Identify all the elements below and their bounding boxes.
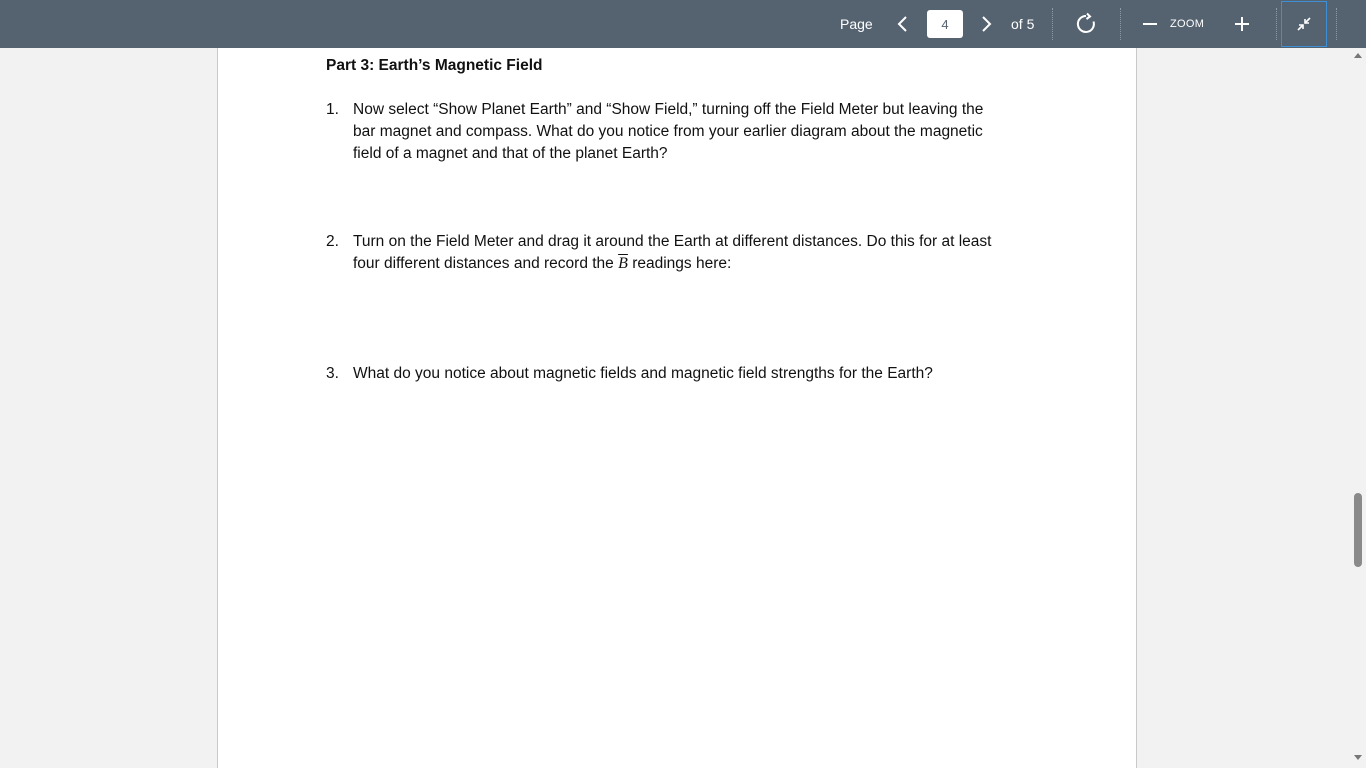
- chevron-left-icon: [891, 12, 915, 36]
- question-text-after: readings here:: [632, 255, 732, 272]
- pdf-page: [217, 48, 1137, 768]
- section-heading: Part 3: Earth’s Magnetic Field: [326, 57, 543, 74]
- question-number: 2.: [326, 233, 339, 250]
- previous-page-button[interactable]: [891, 12, 915, 36]
- scroll-down-arrow-icon[interactable]: [1354, 755, 1362, 760]
- question-item: [326, 363, 1033, 385]
- collapse-icon: [1294, 14, 1314, 34]
- toolbar-divider: [1052, 8, 1053, 40]
- page-number-input[interactable]: [927, 10, 963, 38]
- b-vector-symbol: $\overline{B}$: [618, 255, 628, 272]
- question-text: Now select “Show Planet Earth” and “Show Field,” turning off the Field Meter but leaving the bar magnet and compass. What do you notice from your earlier diagram about the magnetic field of a magnet and that of the planet Earth?: [353, 101, 984, 162]
- plus-icon: [1230, 12, 1254, 36]
- scroll-up-arrow-icon[interactable]: [1354, 53, 1362, 58]
- question-text: What do you notice about magnetic fields and magnetic field strengths for the Earth?: [353, 365, 933, 382]
- minus-icon: [1138, 12, 1162, 36]
- question-number: 1.: [326, 101, 339, 118]
- page-label: Page: [840, 16, 873, 32]
- document-viewer[interactable]: [0, 48, 1366, 768]
- question-text-before: Turn on the Field Meter and drag it around the Earth at different distances. Do this for at least four different distances and record the: [353, 233, 992, 272]
- question-item: [326, 99, 1003, 165]
- zoom-label: ZOOM: [1170, 18, 1205, 30]
- question-number: 3.: [326, 365, 339, 382]
- fit-to-width-button[interactable]: [1281, 1, 1327, 47]
- rotate-icon: [1074, 12, 1098, 36]
- zoom-in-button[interactable]: [1230, 12, 1254, 36]
- chevron-right-icon: [974, 12, 998, 36]
- rotate-button[interactable]: [1074, 12, 1098, 36]
- pdf-toolbar: [0, 0, 1366, 48]
- question-item: [326, 231, 1013, 275]
- scrollbar-thumb[interactable]: [1354, 493, 1362, 567]
- toolbar-divider: [1276, 8, 1277, 40]
- toolbar-divider: [1120, 8, 1121, 40]
- vertical-scrollbar[interactable]: [1350, 48, 1366, 768]
- next-page-button[interactable]: [974, 12, 998, 36]
- toolbar-divider: [1336, 8, 1337, 40]
- page-count-label: of 5: [1011, 16, 1035, 32]
- zoom-out-button[interactable]: [1138, 12, 1162, 36]
